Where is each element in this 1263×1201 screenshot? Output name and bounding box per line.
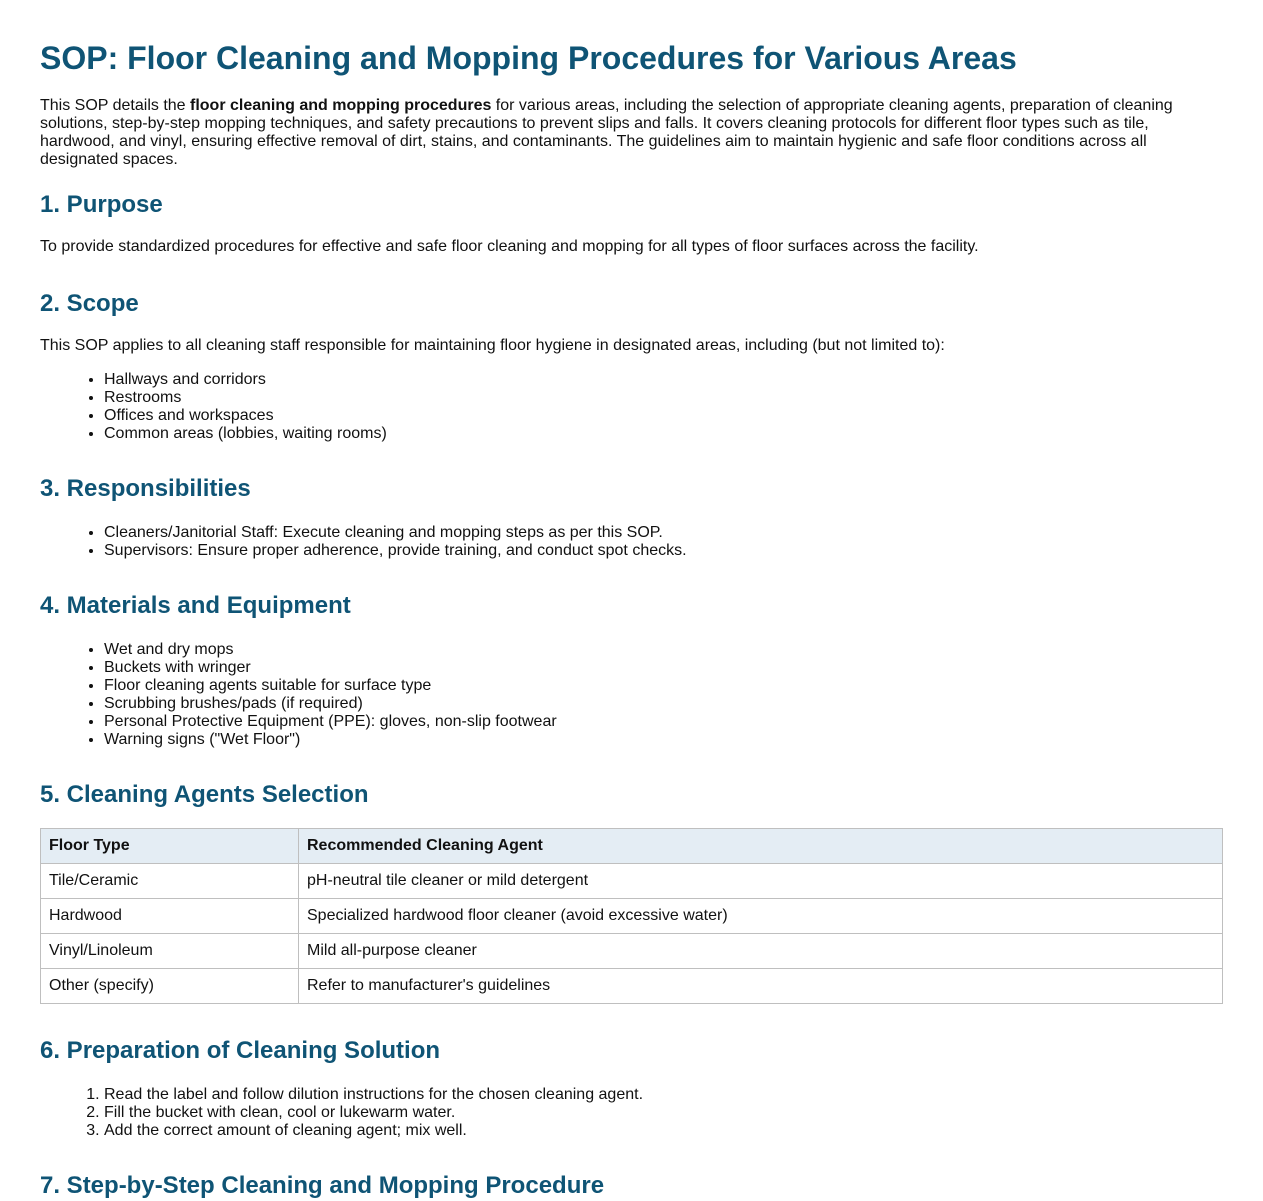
materials-list [40, 641, 1223, 749]
list-item: • Wet and dry mops [104, 641, 1223, 659]
scope-heading: 2. Scope [40, 290, 139, 317]
list-item: 3. Add the correct amount of cleaning agent; mix well. [104, 1122, 1223, 1140]
materials-heading: 4. Materials and Equipment [40, 592, 351, 619]
procedure-heading: 7. Step-by-Step Cleaning and Mopping Procedure [40, 1172, 605, 1199]
table-header-row [41, 829, 1223, 864]
list-item: • Common areas (lobbies, waiting rooms) [104, 425, 1223, 443]
table-cell: Specialized hardwood floor cleaner (avoid excessive water) [299, 899, 1223, 934]
column-header-floor-type: Floor Type [41, 829, 299, 864]
responsibilities-heading: 3. Responsibilities [40, 475, 251, 502]
list-item: • Offices and workspaces [104, 407, 1223, 425]
list-item: • Scrubbing brushes/pads (if required) [104, 695, 1223, 713]
intro-text-end: for various areas, including the selection of appropriate cleaning agents, preparation of cleaning solutions, step-by-step mopping techniques, and safety precautions to prevent slips and falls. It covers cleaning protocols for different floor types such as tile, hardwood, and vinyl, ensuring effective removal of dirt, stains, and contaminants. The guidelines aim to maintain hygienic and safe floor conditions across all designated spaces. [40, 97, 1173, 168]
table-row [41, 969, 1223, 1004]
list-item: • Floor cleaning agents suitable for surface type [104, 677, 1223, 695]
scope-text: This SOP applies to all cleaning staff responsible for maintaining floor hygiene in designated areas, including (but not limited to): [40, 337, 945, 354]
table-cell: Hardwood [41, 899, 299, 934]
table-row [41, 899, 1223, 934]
list-item: • Cleaners/Janitorial Staff: Execute cleaning and mopping steps as per this SOP. [104, 524, 1223, 542]
intro-bold-text: floor cleaning and mopping procedures [190, 97, 492, 114]
list-item: • Supervisors: Ensure proper adherence, provide training, and conduct spot checks. [104, 542, 1223, 560]
table-cell: Other (specify) [41, 969, 299, 1004]
table-row [41, 864, 1223, 899]
table-cell: Vinyl/Linoleum [41, 934, 299, 969]
list-item: • Hallways and corridors [104, 371, 1223, 389]
list-item: 2. Fill the bucket with clean, cool or lukewarm water. [104, 1104, 1223, 1122]
cleaning-agents-table [40, 828, 1223, 1004]
scope-list [40, 371, 1223, 443]
list-item: • Personal Protective Equipment (PPE): gloves, non-slip footwear [104, 713, 1223, 731]
responsibilities-list [40, 524, 1223, 560]
table-cell: Refer to manufacturer's guidelines [299, 969, 1223, 1004]
list-item: • Restrooms [104, 389, 1223, 407]
column-header-cleaning-agent: Recommended Cleaning Agent [299, 829, 1223, 864]
purpose-heading: 1. Purpose [40, 191, 163, 218]
table-cell: pH-neutral tile cleaner or mild detergent [299, 864, 1223, 899]
page-title: SOP: Floor Cleaning and Mopping Procedures for Various Areas [40, 40, 1017, 76]
table-cell: Mild all-purpose cleaner [299, 934, 1223, 969]
preparation-steps [40, 1086, 1223, 1140]
intro-text-start: This SOP details the [40, 97, 190, 114]
table-row [41, 934, 1223, 969]
list-item: • Buckets with wringer [104, 659, 1223, 677]
table-cell: Tile/Ceramic [41, 864, 299, 899]
list-item: • Warning signs ("Wet Floor") [104, 731, 1223, 749]
preparation-heading: 6. Preparation of Cleaning Solution [40, 1037, 441, 1064]
agents-heading: 5. Cleaning Agents Selection [40, 781, 369, 808]
intro-paragraph [40, 97, 1223, 169]
list-item: 1. Read the label and follow dilution instructions for the chosen cleaning agent. [104, 1086, 1223, 1104]
purpose-text: To provide standardized procedures for effective and safe floor cleaning and mopping for all types of floor surfaces across the facility. [40, 238, 979, 255]
